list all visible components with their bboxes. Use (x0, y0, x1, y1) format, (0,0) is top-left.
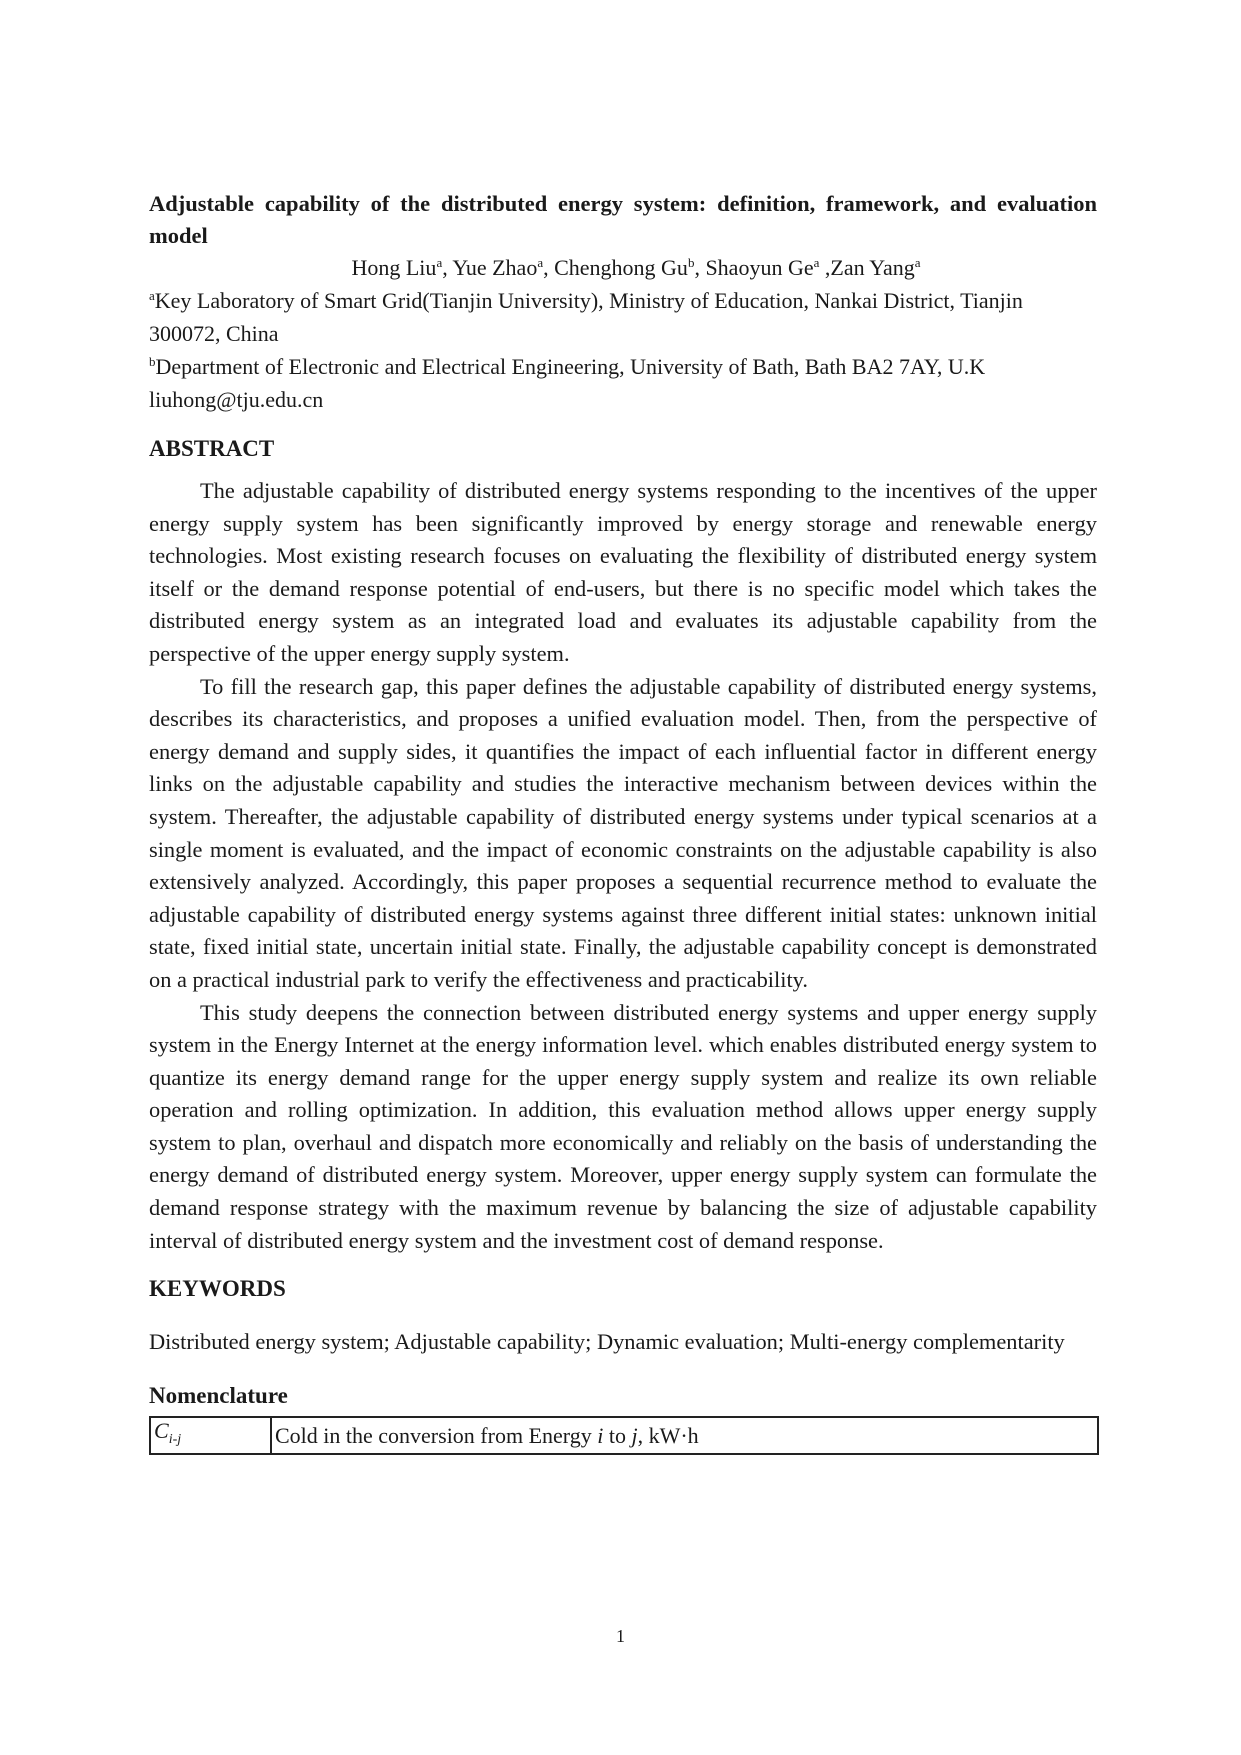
nomenclature-table (149, 1416, 1099, 1455)
author: Yue Zhao$^a$, (452, 255, 555, 280)
keywords-text: Distributed energy system; Adjustable capability; Dynamic evaluation; Multi-energy complementarity (149, 1329, 1065, 1355)
nomenclature-symbol: $C_{i-j}$ (150, 1417, 271, 1454)
nomenclature-heading: Nomenclature (149, 1383, 288, 1409)
author-list (149, 252, 1097, 284)
author: Zan Yang$^a$ (830, 255, 921, 280)
abstract-paragraph: To fill the research gap, this paper defines the adjustable capability of distributed energy systems, describes its characteristics, and proposes a unified evaluation model. Then, from the perspective of energy demand and supply sides, it quantifies the impact of each influential factor in different energy links on the adjustable capability and studies the interactive mechanism between devices within the system. Thereafter, the adjustable capability of distributed energy systems under typical scenarios at a single moment is evaluated, and the impact of economic constraints on the adjustable capability is also extensively analyzed. Accordingly, this paper proposes a sequential recurrence method to evaluate the adjustable capability of distributed energy systems against three different initial states: unknown initial state, fixed initial state, uncertain initial state. Finally, the adjustable capability concept is demonstrated on a practical industrial park to verify the effectiveness and practicability. (149, 673, 1097, 992)
keywords-heading: KEYWORDS (149, 1276, 286, 1302)
page-number: 1 (616, 1626, 625, 1646)
author: Hong Liu$^a$, (351, 255, 453, 280)
author: Chenghong Gu$^b$, (554, 255, 706, 280)
abstract-paragraph: This study deepens the connection between distributed energy systems and upper energy supply system in the Energy Internet at the energy information level. which enables distributed energy system to quantize its energy demand range for the upper energy supply system and realize its own reliable operation and rolling optimization. In addition, this evaluation method allows upper energy supply system to plan, overhaul and dispatch more economically and reliably on the basis of understanding the energy demand of distributed energy system. Moreover, upper energy supply system can formulate the demand response strategy with the maximum revenue by balancing the size of adjustable capability interval of distributed energy system and the investment cost of demand response. (149, 999, 1097, 1253)
contact-email: liuhong@tju.edu.cn (149, 387, 324, 412)
table-row (150, 1417, 1098, 1454)
affiliation-a: $^a$Key Laboratory of Smart Grid(Tianjin University), Ministry of Education, Nankai District, Tianjin 300072, China (149, 288, 1023, 346)
abstract-heading: ABSTRACT (149, 436, 275, 461)
abstract-paragraph: The adjustable capability of distributed energy systems responding to the incentives of the upper energy supply system has been significantly improved by energy storage and renewable energy technologies. Most existing research focuses on evaluating the flexibility of distributed energy system itself or the demand response potential of end-users, but there is no specific model which takes the distributed energy system as an integrated load and evaluates its adjustable capability from the perspective of the upper energy supply system. (149, 478, 1097, 666)
nomenclature-description: Cold in the conversion from Energy i to j, kW·h (271, 1417, 1098, 1454)
author: Shaoyun Ge$^a$ , (705, 255, 831, 280)
paper-title: Adjustable capability of the distributed energy system: definition, framework, and evaluation model (149, 191, 1097, 248)
paper-page (149, 188, 1097, 1455)
affiliation-b: $^b$Department of Electronic and Electrical Engineering, University of Bath, Bath BA2 7AY, U.K (149, 354, 986, 379)
